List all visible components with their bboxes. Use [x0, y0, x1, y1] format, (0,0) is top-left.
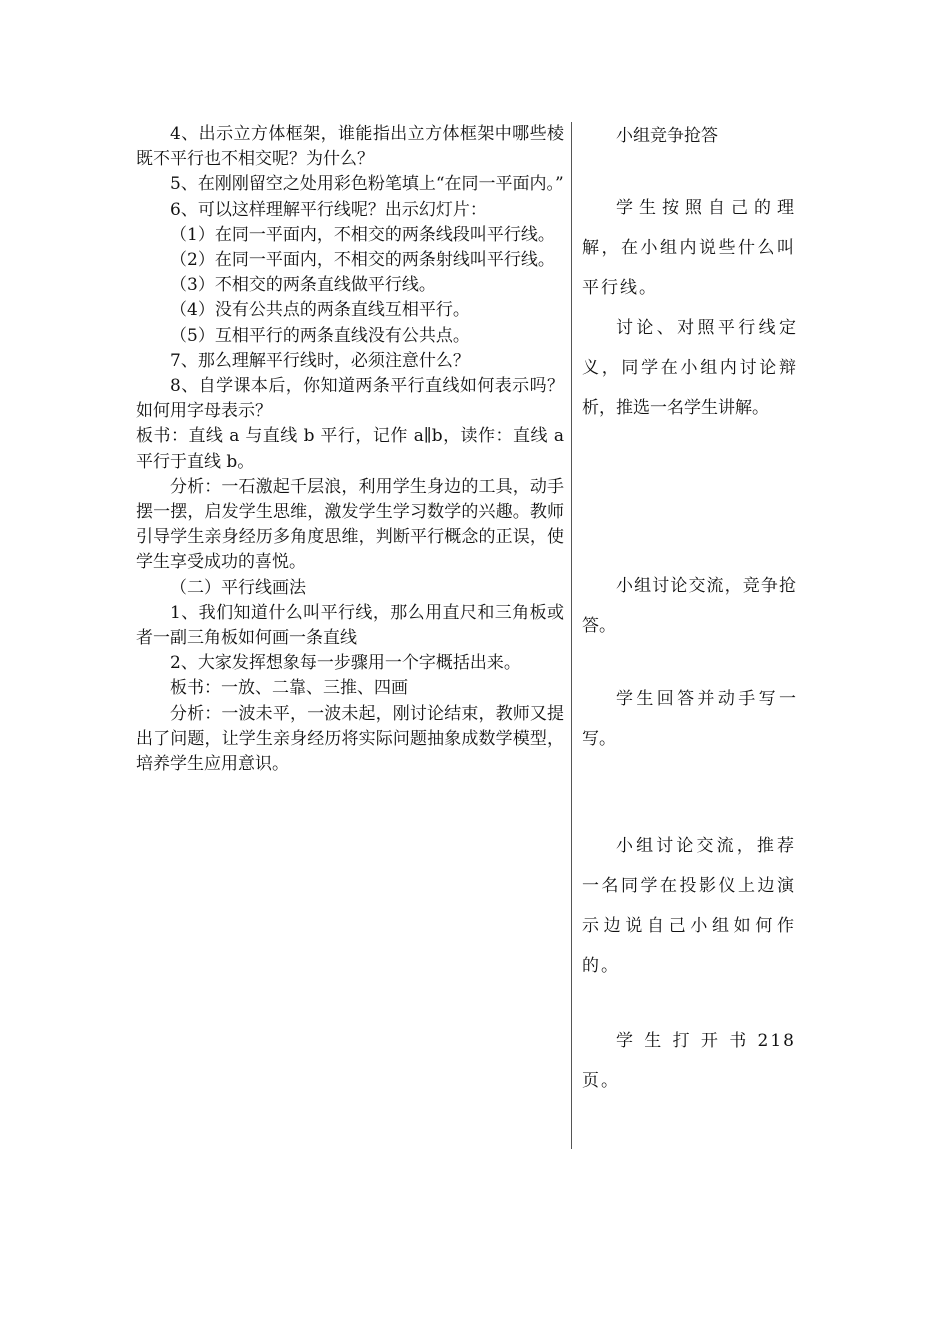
step-4-text: 4、出示立方体框架，谁能指出立方体框架中哪些棱既不平行也不相交呢？为什么？	[136, 124, 564, 170]
drawing-step-2-text: 2、大家发挥想象每一步骤用一个字概括出来。	[170, 653, 521, 674]
section-heading: （二）平行线画法	[170, 577, 306, 598]
statement-2-text: （2）在同一平面内，不相交的两条射线叫平行线。	[170, 250, 555, 271]
activity-text-3: 讨论、对照平行线定义，同学在小组内讨论辩析，推选一名学生讲解。	[582, 318, 796, 418]
statement-1-text: （1）在同一平面内，不相交的两条线段叫平行线。	[170, 224, 555, 245]
activity-text-7: 学 生 打 开 书 218 页。	[582, 1031, 796, 1091]
activity-block	[582, 679, 796, 759]
activity-text-5: 学生回答并动手写一写。	[582, 689, 796, 749]
blackboard-note-1: 板书：直线 a 与直线 b 平行，记作 a∥b，读作：直线 a 平行于直线 b。	[136, 426, 564, 472]
drawing-step-1-text: 1、我们知道什么叫平行线，那么用直尺和三角板或者一副三角板如何画一条直线	[136, 602, 564, 649]
activity-block	[582, 188, 796, 308]
activity-block	[582, 116, 796, 156]
teaching-process-column	[136, 122, 564, 777]
statement-5-text: （5）互相平行的两条直线没有公共点。	[170, 325, 470, 346]
step-7-text: 7、那么理解平行线时，必须注意什么？	[170, 350, 470, 371]
activity-text-1: 小组竞争抢答	[616, 126, 718, 146]
blackboard-note-2: 板书：一放、二靠、三推、四画	[170, 678, 408, 699]
column-divider	[571, 122, 572, 1149]
activity-text-2: 学生按照自己的理解，在小组内说些什么叫平行线。	[582, 198, 796, 298]
step-5-text: 5、在刚刚留空之处用彩色粉笔填上“在同一平面内。”	[170, 174, 564, 195]
step-6-text: 6、可以这样理解平行线呢？出示幻灯片：	[170, 199, 487, 220]
step-8-text: 8、自学课本后，你知道两条平行直线如何表示吗？如何用字母表示？	[136, 376, 564, 422]
analysis-1-text: 分析：一石激起千层浪，利用学生身边的工具，动手摆一摆，启发学生思维，激发学生学习数学的兴趣。教师引导学生亲身经历多角度思维，判断平行概念的正误，使学生享受成功的喜悦。	[136, 476, 564, 573]
activity-block	[582, 566, 796, 646]
activity-block	[582, 308, 796, 428]
activity-text-4: 小组讨论交流，竞争抢答。	[582, 576, 796, 636]
analysis-2-text: 分析：一波未平，一波未起，刚讨论结束，教师又提出了问题，让学生亲身经历将实际问题抽象成数学模型，培养学生应用意识。	[136, 703, 564, 775]
activity-text-6: 小组讨论交流，推荐一名同学在投影仪上边演示边说自己小组如何作的。	[582, 836, 796, 976]
statement-3-text: （3）不相交的两条直线做平行线。	[170, 275, 436, 296]
activity-block	[582, 1021, 796, 1101]
statement-4-text: （4）没有公共点的两条直线互相平行。	[170, 300, 470, 321]
activity-block	[582, 826, 796, 986]
